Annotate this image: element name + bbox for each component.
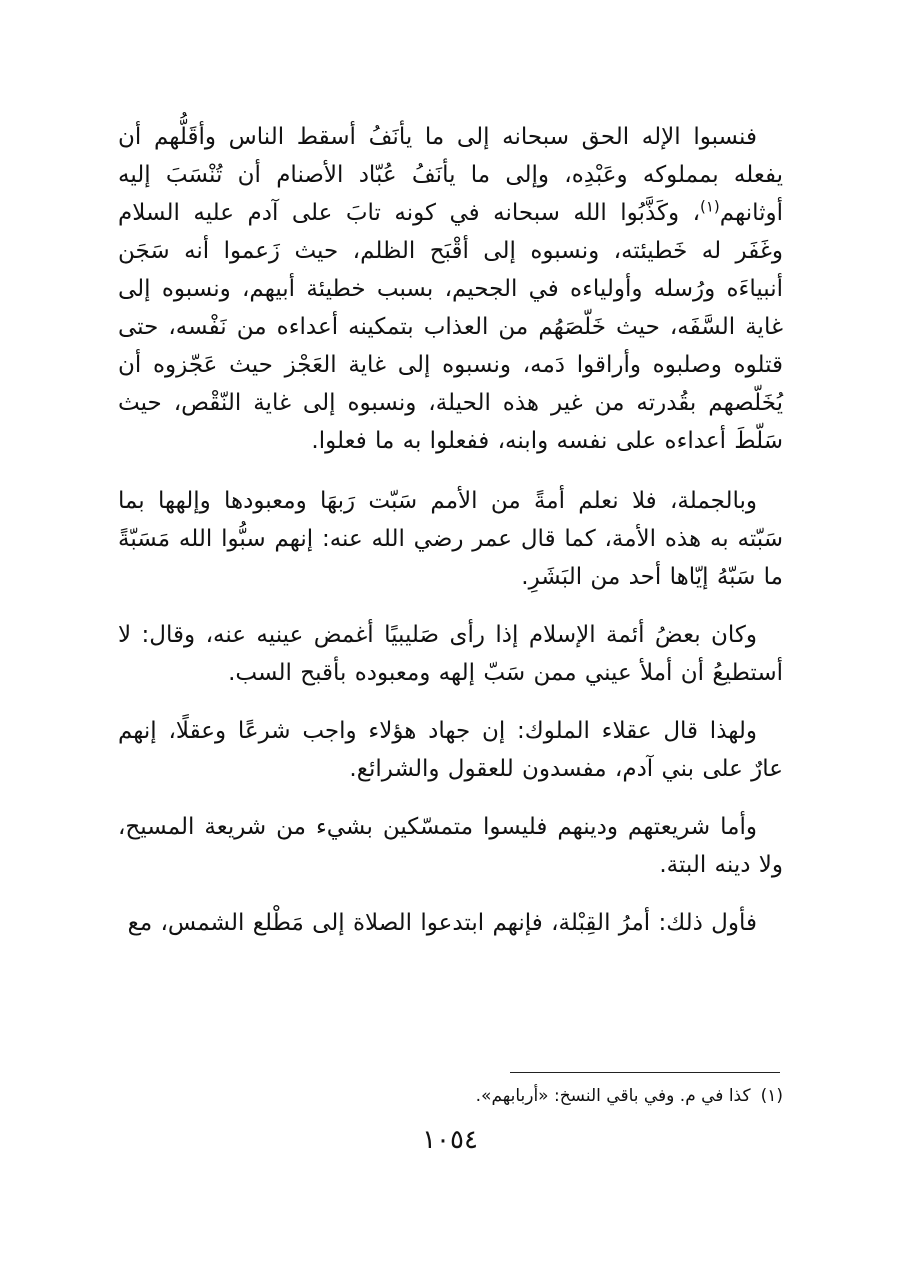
paragraph-3: وكان بعضُ أئمة الإسلام إذا رأى صَليبيًا أغمض عينيه عنه، وقال: لا أستطيعُ أن أملأ عيني ممن سَبّ إلهه ومعبوده بأقبح السب. [118,622,783,686]
paragraph-4: ولهذا قال عقلاء الملوك: إن جهاد هؤلاء واجب شرعًا وعقلًا، إنهم عارٌ على بني آدم، مفسدون للعقول والشرائع. [118,718,783,782]
paragraph-1-text-end: ، وكَذَّبُوا الله سبحانه في كونه تابَ على آدم عليه السلام وغَفَر له خَطيئته، ونسبوه إلى أقْبَح الظلم، حيث زَعموا أنه سَجَن أنبياءَه ورُسله وأولياءه في الجحيم، بسبب خطيئة أبيهم، ونسبوه إلى غاية السَّفَه، حيث خَلّصَهُم من العذاب بتمكينه أعداءه من نَفْسه، حتى قتلوه وصلبوه وأراقوا دَمه، ونسبوه إلى غاية العَجْز حيث عَجّزوه أن يُخَلّصهم بقُدرته من غير هذه الحيلة، ونسبوه إلى غاية النّقْص، حيث سَلّطَ أعداءه على نفسه وابنه، ففعلوا به ما فعلوا. [118,200,783,454]
main-text [118,118,783,962]
footnote-text: كذا في م. وفي باقي النسخ: «أربابهم». [475,1086,751,1106]
footnote-separator [510,1072,780,1073]
footnote-number: (١) [760,1086,783,1106]
footnote-reference[interactable]: (١) [700,197,720,216]
footnote [118,1082,783,1110]
page-number: ١٠٥٤ [422,1125,478,1155]
paragraph-1-text-start: فنسبوا الإله الحق سبحانه إلى ما يأنَفُ أسقط الناس وأقَلُّهم أن يفعله بمملوكه وعَبْدِه، وإلى ما يأنَفُ عُبّاد الأصنام أن تُنْسَبَ إليه أوثانهم [118,124,783,226]
paragraph-5: وأما شريعتهم ودينهم فليسوا متمسّكين بشيء من شريعة المسيح، ولا دينه البتة. [118,814,783,878]
paragraph-6: فأول ذلك: أمرُ القِبْلة، فإنهم ابتدعوا الصلاة إلى مَطْلع الشمس، مع [127,910,757,936]
paragraph-2: وبالجملة، فلا نعلم أمةً من الأمم سَبّت رَبهَا ومعبودها وإلهها بما سَبّته به هذه الأمة، كما قال عمر رضي الله عنه: إنهم سبُّوا الله مَسَبّةً ما سَبّهُ إيّاها أحد من البَشَرِ. [118,488,783,590]
paragraph-1 [118,118,783,460]
